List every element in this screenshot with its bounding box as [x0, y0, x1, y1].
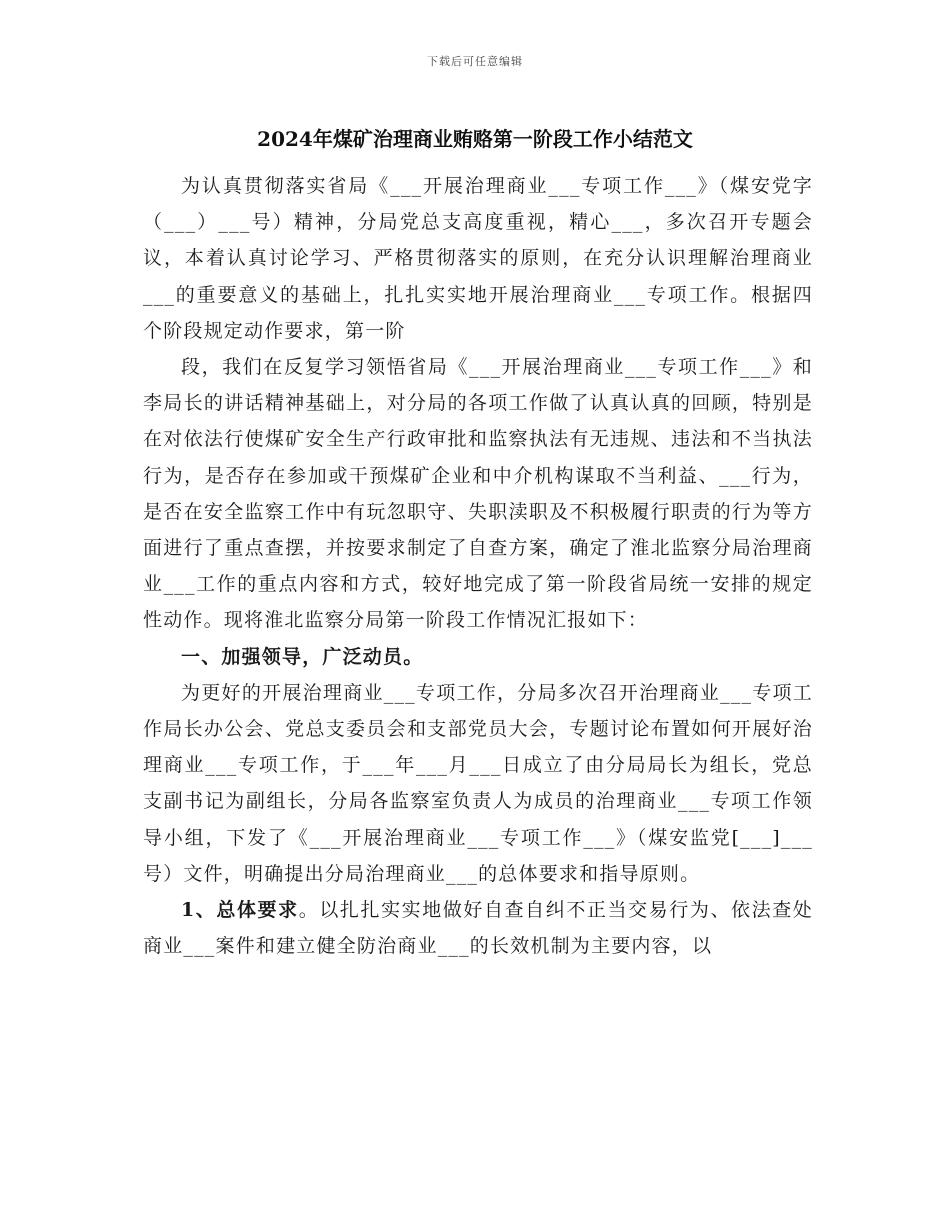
document-body [143, 168, 813, 964]
requirements-lead: 1、总体要求 [181, 899, 299, 922]
section-heading-1: 一、加强领导，广泛动员。 [181, 645, 424, 668]
header-note: 下载后可任意编辑 [427, 55, 523, 68]
requirements-text: 。以扎扎实实地做好自查自纠不正当交易行为、依法查处商业___案件和建立健全防治商业___的长效机制为主要内容，以 [143, 899, 813, 958]
paragraph-intro: 为认真贯彻落实省局《___开展治理商业___专项工作___》（煤安党字（___）___号）精神，分局党总支高度重视，精心___，多次召开专题会议，本着认真讨论学习、严格贯彻落实的原则，在充分认识理解治理商业___的重要意义的基础上，扎扎实实地开展治理商业___专项工作。根据四个阶段规定动作要求，第一阶 [143, 175, 813, 342]
paragraph-review: 段，我们在反复学习领悟省局《___开展治理商业___专项工作___》和李局长的讲话精神基础上，对分局的各项工作做了认真认真的回顾，特别是在对依法行使煤矿安全生产行政审批和监察执法有无违规、违法和不当执法行为，是否存在参加或干预煤矿企业和中介机构谋取不当利益、___行为，是否在安全监察工作中有玩忽职守、失职渎职及不积极履行职责的行为等方面进行了重点查摆，并按要求制定了自查方案，确定了淮北监察分局治理商业___工作的重点内容和方式，较好地完成了第一阶段省局统一安排的规定性动作。现将淮北监察分局第一阶段工作情况汇报如下： [143, 356, 813, 632]
document-title: 2024年煤矿治理商业贿赂第一阶段工作小结范文 [257, 127, 693, 151]
paragraph-leadership: 为更好的开展治理商业___专项工作，分局多次召开治理商业___专项工作局长办公会、党总支委员会和支部党员大会，专题讨论布置如何开展好治理商业___专项工作，于___年___月___日成立了由分局局长为组长，党总支副书记为副组长，分局各监察室负责人为成员的治理商业___专项工作领导小组，下发了《___开展治理商业___专项工作___》（煤安监党[___]___号）文件，明确提出分局治理商业___的总体要求和指导原则。 [143, 681, 813, 885]
paragraph-requirements [143, 892, 813, 964]
